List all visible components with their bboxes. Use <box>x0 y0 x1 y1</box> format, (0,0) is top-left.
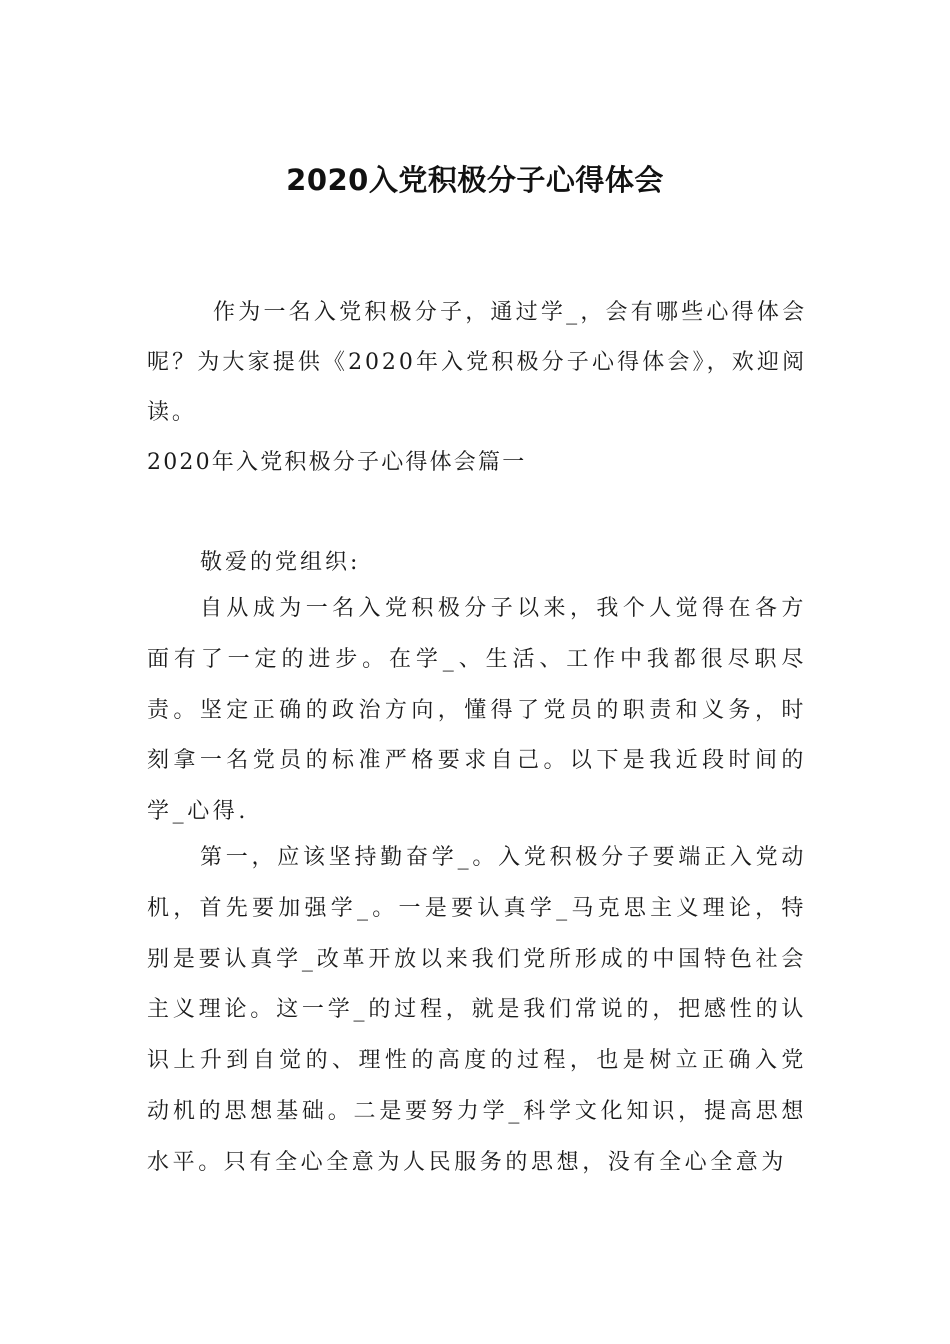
letter-salutation: 敬爱的党组织: <box>200 550 361 575</box>
section-heading: 2020年入党积极分子心得体会篇一 <box>147 450 527 475</box>
document-title: 2020入党积极分子心得体会 <box>286 163 664 197</box>
intro-paragraph: 作为一名入党积极分子，通过学_，会有哪些心得体会呢？为大家提供《2020年入党积极分子心得体会》，欢迎阅读。 <box>147 300 807 425</box>
body-paragraph: 第一，应该坚持勤奋学_。入党积极分子要端正入党动机，首先要加强学_。一是要认真学_马克思主义理论，特别是要认真学_改革开放以来我们党所形成的中国特色社会主义理论。这一学_的过程，就是我们常说的，把感性的认识上升到自觉的、理性的高度的过程，也是树立正确入党动机的思想基础。二是要努力学_科学文化知识，提高思想水平。只有全心全意为人民服务的思想，没有全心全意为 <box>147 845 807 1175</box>
body-paragraph: 自从成为一名入党积极分子以来，我个人觉得在各方面有了一定的进步。在学_、生活、工作中我都很尽职尽责。坚定正确的政治方向，懂得了党员的职责和义务，时刻拿一名党员的标准严格要求自己。以下是我近段时间的学_心得. <box>147 596 807 825</box>
